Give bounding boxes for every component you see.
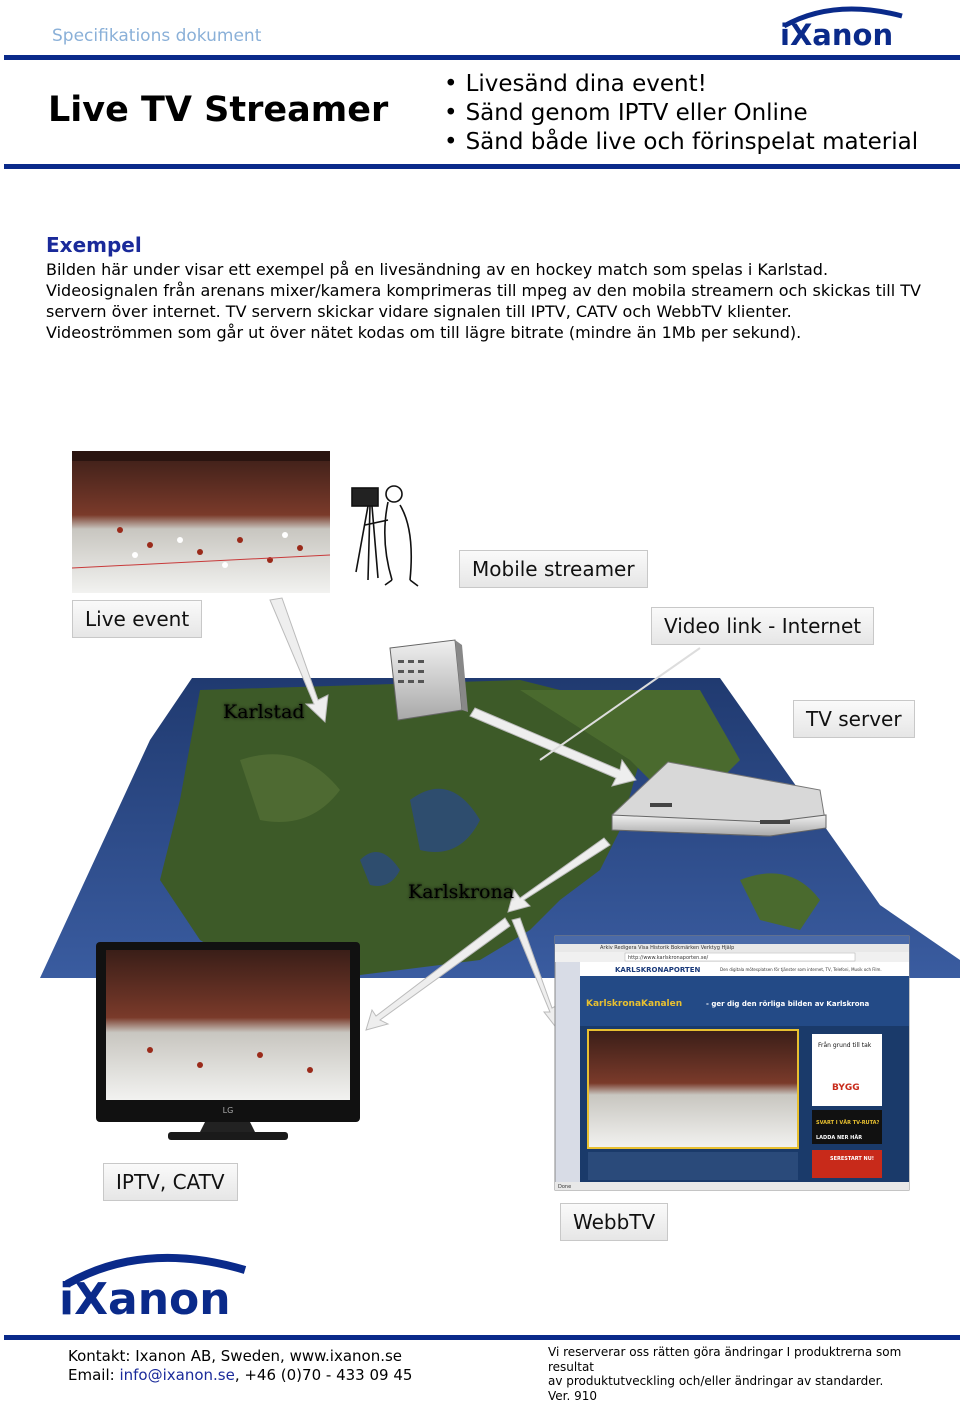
section-heading: Exempel <box>46 233 142 257</box>
browser-status: Done <box>558 1184 571 1190</box>
doc-label: Specifikations dokument <box>52 26 261 46</box>
browser-ad-cta: LADDA NER HÄR <box>816 1134 862 1141</box>
browser-window <box>555 936 909 1190</box>
label-iptv-catv: IPTV, CATV <box>103 1163 238 1201</box>
label-tv-server: TV server <box>793 700 915 738</box>
cameraman-icon <box>352 486 418 586</box>
disclaimer-line: av produktutveckling och/eller ändringar av standarder. <box>548 1374 948 1389</box>
label-live-event: Live event <box>72 600 202 638</box>
tv-brand-label: LG <box>223 1106 234 1115</box>
email-label: Email: <box>68 1366 119 1384</box>
footer-logo <box>55 1248 255 1320</box>
email-link[interactable]: info@ixanon.se <box>119 1366 234 1384</box>
browser-ad-brand: BYGG <box>832 1083 860 1093</box>
email-line <box>68 1366 412 1385</box>
footer-disclaimer <box>548 1345 948 1403</box>
browser-brand: KARLSKRONAPORTEN <box>615 966 700 974</box>
browser-ad-text: SERESTART NU! <box>830 1156 874 1162</box>
label-webbtv: WebbTV <box>560 1203 668 1241</box>
footer-contact <box>68 1347 412 1385</box>
map-label-karlskrona: Karlskrona <box>408 881 514 903</box>
logo-text: iXanon <box>780 18 893 52</box>
label-mobile-streamer: Mobile streamer <box>459 550 648 588</box>
browser-url: http://www.karlskronaporten.se/ <box>628 955 709 961</box>
browser-channel: KarlskronaKanalen <box>586 999 682 1009</box>
map-label-karlstad: Karlstad <box>223 701 305 723</box>
feature-item: • Sänd genom IPTV eller Online <box>444 99 918 128</box>
browser-ad-text: Från grund till tak <box>818 1042 872 1049</box>
section-paragraph: Videosignalen från arenans mixer/kamera komprimeras till mpeg av den mobila streamern och skickas till TV servern över internet. TV servern skickar vidare signalen till IPTV, CATV och WebbTV klienter. <box>46 280 926 322</box>
feature-item: • Sänd både live och förinspelat material <box>444 128 918 157</box>
label-video-link: Video link - Internet <box>651 607 874 645</box>
logo-text: iXanon <box>59 1274 231 1325</box>
arena-image <box>72 451 330 593</box>
feature-item: • Livesänd dina event! <box>444 70 918 99</box>
section-paragraph: Videoströmmen som går ut över nätet kodas om till lägre bitrate (mindre än 1Mb per sekund). <box>46 322 926 343</box>
mobile-streamer-device <box>390 640 468 720</box>
disclaimer-line: Vi reserverar oss rätten göra ändringar I produktrerna som resultat <box>548 1345 948 1374</box>
phone-number: , +46 (0)70 - 433 09 45 <box>235 1366 413 1384</box>
browser-menu: Arkiv Redigera Visa Historik Bokmärken Verktyg Hjälp <box>600 945 734 951</box>
version-label: Ver. 910 <box>548 1389 948 1403</box>
page-title: Live TV Streamer <box>48 90 388 130</box>
contact-line: Kontakt: Ixanon AB, Sweden, www.ixanon.se <box>68 1347 412 1366</box>
section-paragraph: Bilden här under visar ett exempel på en livesändning av en hockey match som spelas i Karlstad. <box>46 259 926 280</box>
browser-ad-text: SVART I VÅR TV-RUTA? <box>816 1119 880 1126</box>
footer-rule <box>4 1335 960 1340</box>
browser-tagline: Den digitala mötesplatsen för tjänster som internet, TV, Telefoni, Musik och Film. <box>720 967 882 972</box>
browser-channel-slogan: - ger dig den rörliga bilden av Karlskrona <box>706 1000 869 1008</box>
